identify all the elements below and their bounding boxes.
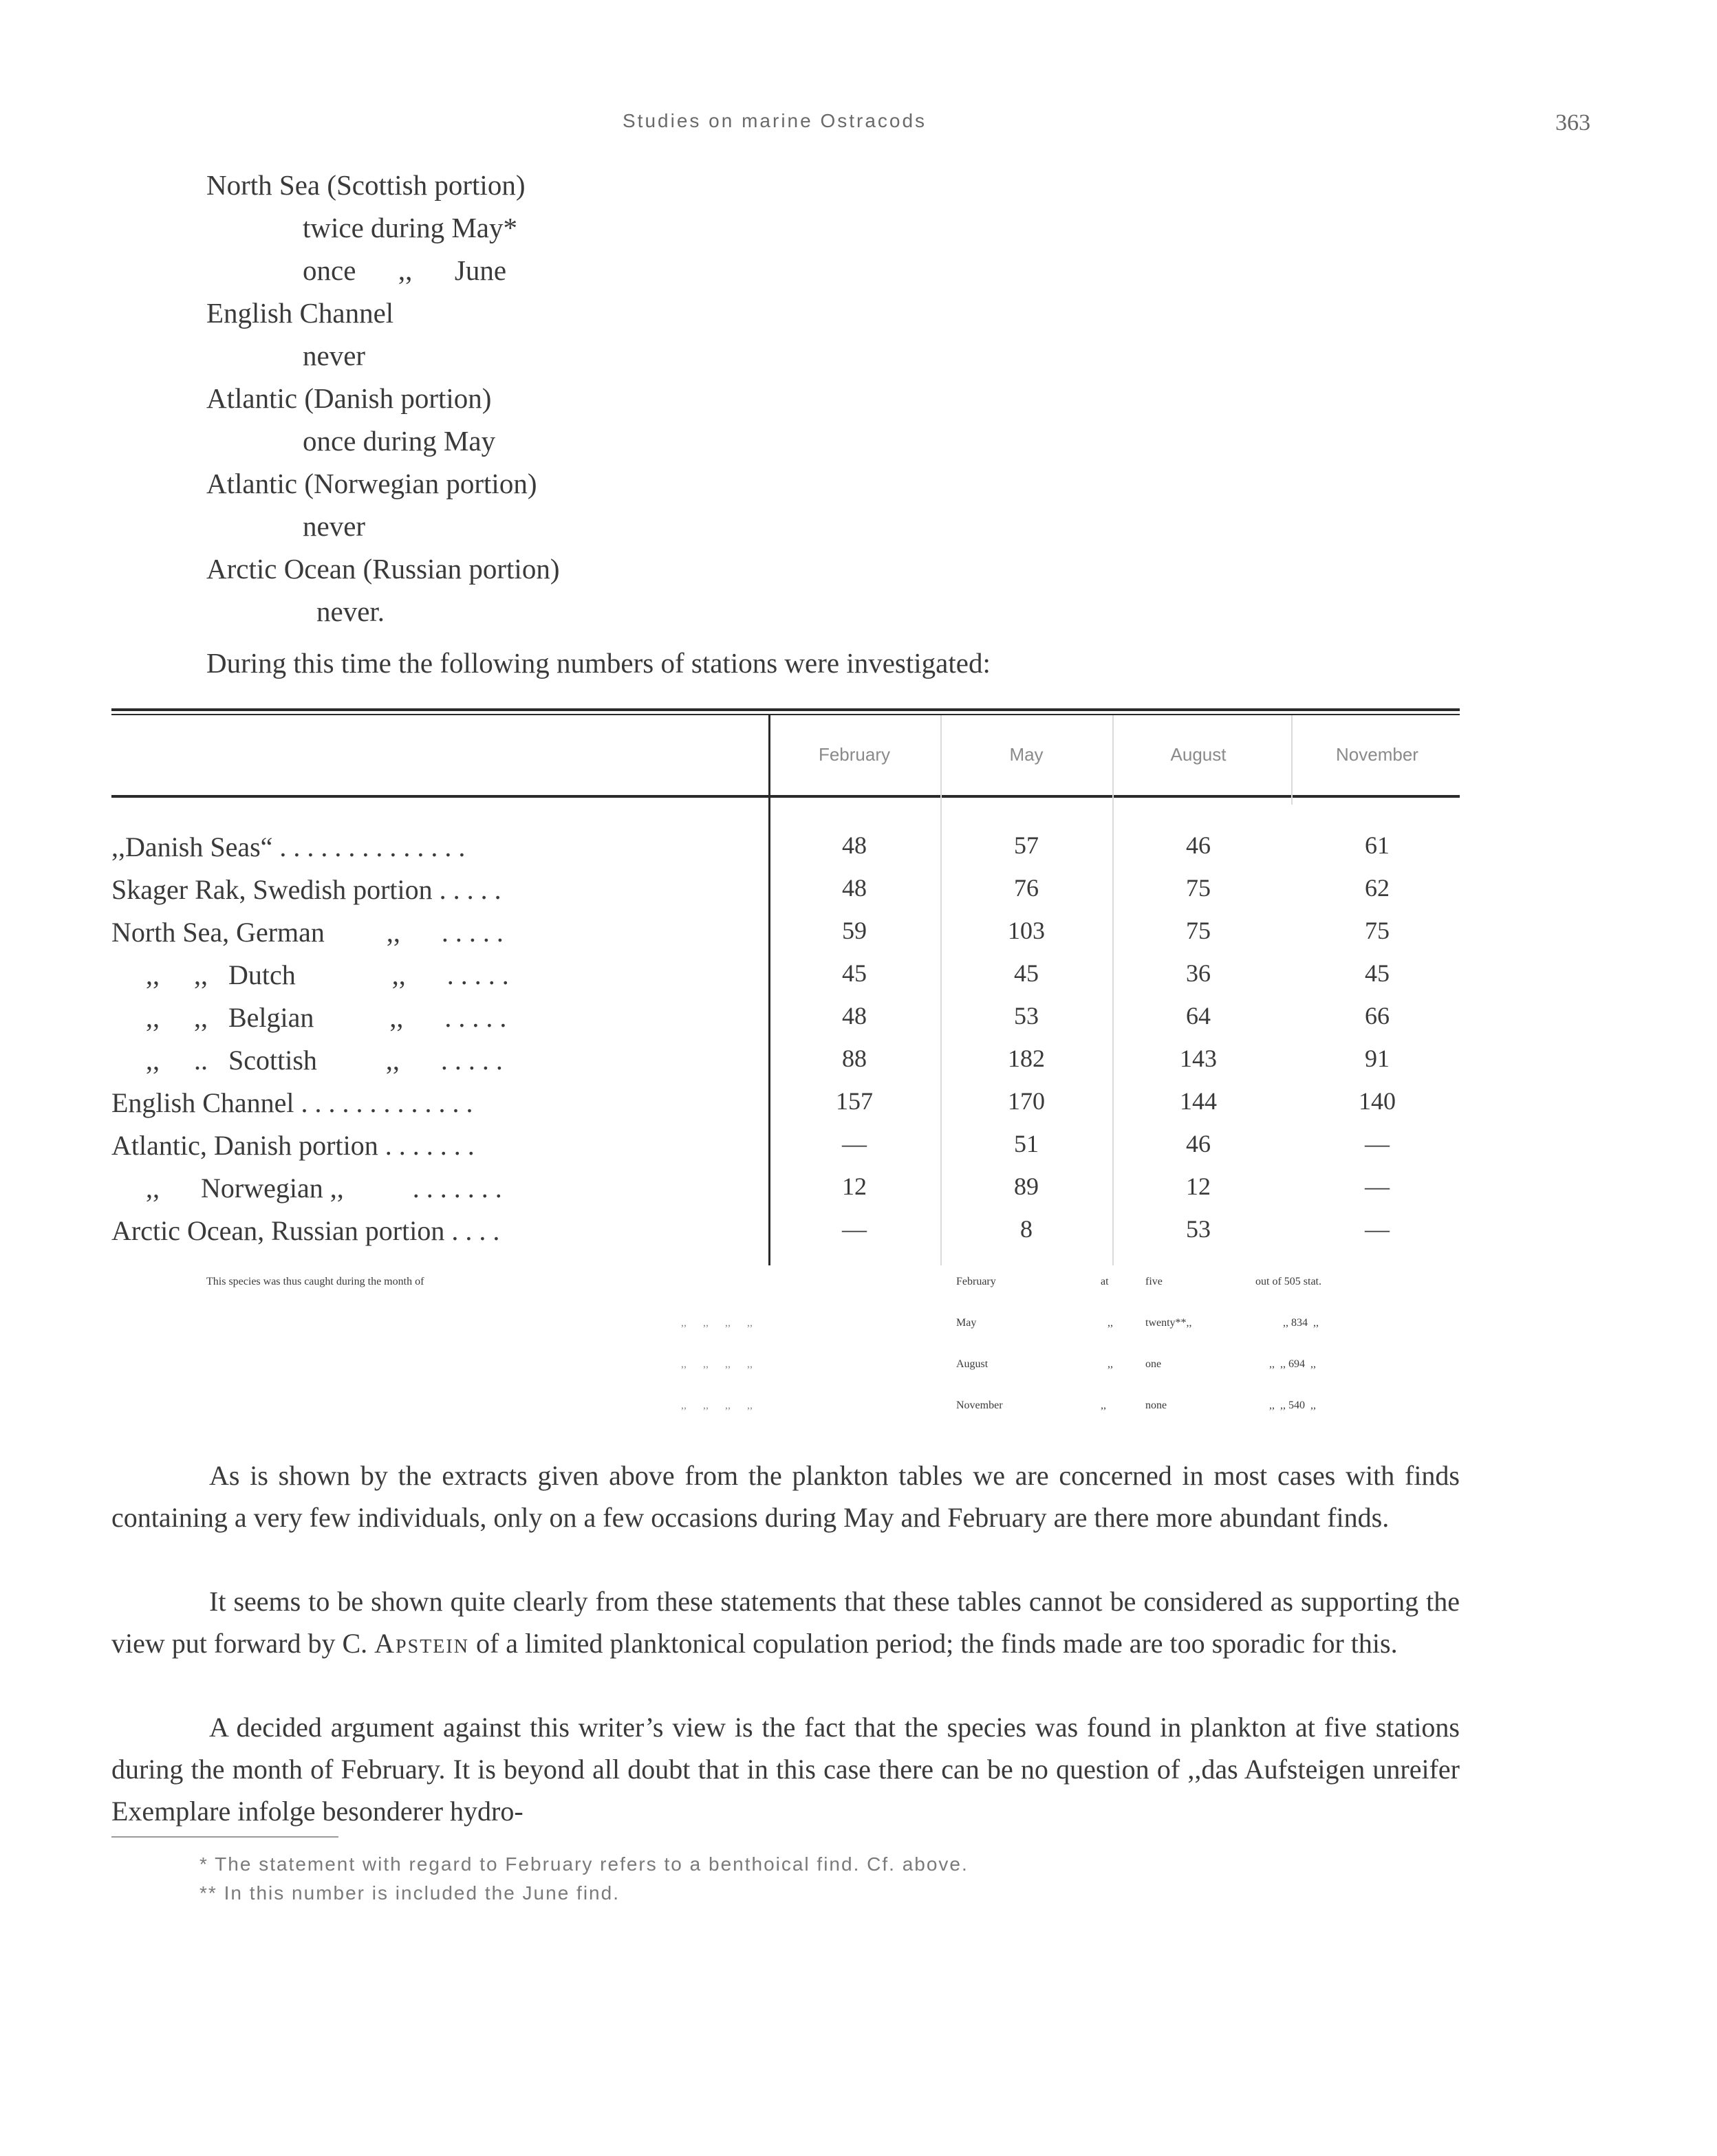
table-cell: — xyxy=(842,1130,867,1157)
paragraph-text: of a limited planktonical copulation period; the finds made are too sporadic for this. xyxy=(468,1628,1398,1659)
distribution-line: never xyxy=(303,510,366,542)
paragraph-text: A decided argument against this writer’s view is the fact that the species was found in plankton at five stations during the month of February. It is beyond all doubt that in this case there can be no question of ,,das Aufsteigen unreifer Exemplare infolge besonderer hydro- xyxy=(111,1712,1460,1827)
table-cell: 46 xyxy=(1186,831,1211,859)
column-header: May xyxy=(1009,744,1044,765)
table-cell: 48 xyxy=(842,831,867,859)
summary-at: ,, xyxy=(1108,1358,1113,1370)
footnotes xyxy=(199,1850,969,1908)
table-cell: 12 xyxy=(1186,1173,1211,1200)
table-cell: 64 xyxy=(1186,1002,1211,1030)
table-row xyxy=(111,1172,1460,1215)
summary-at: ,, xyxy=(1108,1317,1113,1329)
table-cell: 103 xyxy=(1008,917,1045,944)
table-cell: — xyxy=(1365,1130,1390,1157)
table-cell: 48 xyxy=(842,1002,867,1030)
page-number: 363 xyxy=(1555,110,1590,135)
column-header: November xyxy=(1336,744,1418,765)
table-cell: 53 xyxy=(1186,1215,1211,1243)
row-label: Skager Rak, Swedish portion . . . . . xyxy=(111,874,501,905)
table-cell: 66 xyxy=(1365,1002,1390,1030)
footnote: ** In this number is included the June find. xyxy=(199,1882,620,1904)
table-cell: 75 xyxy=(1186,917,1211,944)
summary-lead: ,, ,, ,, ,, xyxy=(681,1400,753,1411)
table-top-rule xyxy=(111,708,1460,711)
summary-count: twenty**,, xyxy=(1145,1317,1192,1329)
table-cell: 36 xyxy=(1186,959,1211,987)
footnote-rule xyxy=(111,1836,338,1838)
table-cell: 45 xyxy=(1014,959,1039,987)
paragraph xyxy=(111,1455,1460,1538)
stations-table xyxy=(111,708,1460,1259)
table-cell: 53 xyxy=(1014,1002,1039,1030)
summary-month: August xyxy=(956,1358,989,1370)
table-cell: 144 xyxy=(1180,1087,1217,1115)
table-cell: 62 xyxy=(1365,874,1390,902)
table-cell: 170 xyxy=(1008,1087,1045,1115)
table-cell: 48 xyxy=(842,874,867,902)
table-cell: 89 xyxy=(1014,1173,1039,1200)
distribution-line: Atlantic (Norwegian portion) xyxy=(206,468,537,499)
row-label: ,, Norwegian ,, . . . . . . . xyxy=(111,1173,502,1204)
paragraph xyxy=(111,1580,1460,1664)
paragraph-text: It seems to be shown quite clearly from these statements that these tables cannot be considered as supporting the view put forward by C. xyxy=(111,1586,1460,1659)
table-row xyxy=(111,873,1460,916)
row-label: North Sea, German ,, . . . . . xyxy=(111,917,504,948)
table-cell: 157 xyxy=(836,1087,873,1115)
table-cell: 88 xyxy=(842,1045,867,1072)
table-intro: During this time the following numbers of stations were investigated: xyxy=(206,647,991,679)
table-top-rule-thin xyxy=(111,714,1460,715)
distribution-line: North Sea (Scottish portion) xyxy=(206,169,526,201)
table-row xyxy=(111,1215,1460,1257)
row-label: English Channel . . . . . . . . . . . . . xyxy=(111,1087,473,1118)
row-label: ,,Danish Seas“ . . . . . . . . . . . . . . xyxy=(111,831,466,862)
distribution-line: twice during May* xyxy=(303,212,517,243)
distribution-line: English Channel xyxy=(206,297,394,329)
summary-out: out of 505 stat. xyxy=(1255,1276,1321,1287)
table-cell: 46 xyxy=(1186,1130,1211,1157)
summary-month: February xyxy=(956,1276,996,1287)
table-cell: — xyxy=(1365,1173,1390,1200)
summary-count: five xyxy=(1145,1276,1163,1287)
table-row xyxy=(111,1001,1460,1044)
table-cell: 45 xyxy=(842,959,867,987)
table-cell: 91 xyxy=(1365,1045,1390,1072)
row-label: Atlantic, Danish portion . . . . . . . xyxy=(111,1130,475,1161)
summary-at: ,, xyxy=(1101,1400,1106,1411)
summary-count: none xyxy=(1145,1400,1167,1411)
summary-count: one xyxy=(1145,1358,1162,1370)
row-label: ,, ,, Belgian ,, . . . . . xyxy=(111,1002,507,1033)
distribution-line: Arctic Ocean (Russian portion) xyxy=(206,553,560,585)
column-header: August xyxy=(1170,744,1227,765)
table-row xyxy=(111,1129,1460,1172)
table-cell: 12 xyxy=(842,1173,867,1200)
summary-out: ,, ,, 694 ,, xyxy=(1269,1358,1316,1370)
table-row xyxy=(111,831,1460,873)
table-cell: 61 xyxy=(1365,831,1390,859)
summary-lead: This species was thus caught during the month of xyxy=(206,1276,424,1287)
author-name: Apstein xyxy=(374,1628,469,1659)
table-cell: — xyxy=(1365,1215,1390,1243)
distribution-line: never. xyxy=(316,596,385,627)
running-head: Studies on marine Ostracods xyxy=(623,110,927,131)
summary-lead: ,, ,, ,, ,, xyxy=(681,1317,753,1329)
summary-month: November xyxy=(956,1400,1003,1411)
table-cell: 75 xyxy=(1365,917,1390,944)
distribution-list xyxy=(206,164,559,633)
row-label: ,, .. Scottish ,, . . . . . xyxy=(111,1045,503,1076)
table-cell: 143 xyxy=(1180,1045,1217,1072)
table-cell: 76 xyxy=(1014,874,1039,902)
table-cell: 8 xyxy=(1020,1215,1033,1243)
summary-month: May xyxy=(956,1317,977,1329)
table-header-rule xyxy=(111,795,1460,798)
paragraph xyxy=(111,1706,1460,1832)
distribution-line: never xyxy=(303,340,366,371)
summary-at: at xyxy=(1101,1276,1109,1287)
summary-out: ,, ,, 540 ,, xyxy=(1269,1400,1316,1411)
table-row xyxy=(111,916,1460,959)
table-cell: 51 xyxy=(1014,1130,1039,1157)
footnote: * The statement with regard to February refers to a benthoical find. Cf. above. xyxy=(199,1853,969,1875)
table-cell: — xyxy=(842,1215,867,1243)
table-row xyxy=(111,1044,1460,1087)
table-cell: 57 xyxy=(1014,831,1039,859)
distribution-line: once ,, June xyxy=(303,254,507,286)
column-header: February xyxy=(818,744,891,765)
distribution-line: Atlantic (Danish portion) xyxy=(206,382,492,414)
table-cell: 75 xyxy=(1186,874,1211,902)
table-cell: 140 xyxy=(1359,1087,1396,1115)
table-row xyxy=(111,1087,1460,1129)
summary-lead: ,, ,, ,, ,, xyxy=(681,1358,753,1370)
row-label: Arctic Ocean, Russian portion . . . . xyxy=(111,1215,500,1246)
table-row xyxy=(111,959,1460,1001)
row-label: ,, ,, Dutch ,, . . . . . xyxy=(111,959,509,990)
table-cell: 59 xyxy=(842,917,867,944)
distribution-line: once during May xyxy=(303,425,496,457)
paragraph-text: As is shown by the extracts given above from the plankton tables we are concerned in most cases with finds containing a very few individuals, only on a few occasions during May and February are there more abundant finds. xyxy=(111,1460,1460,1533)
summary-out: ,, 834 ,, xyxy=(1283,1317,1319,1329)
table-cell: 45 xyxy=(1365,959,1390,987)
table-cell: 182 xyxy=(1008,1045,1045,1072)
